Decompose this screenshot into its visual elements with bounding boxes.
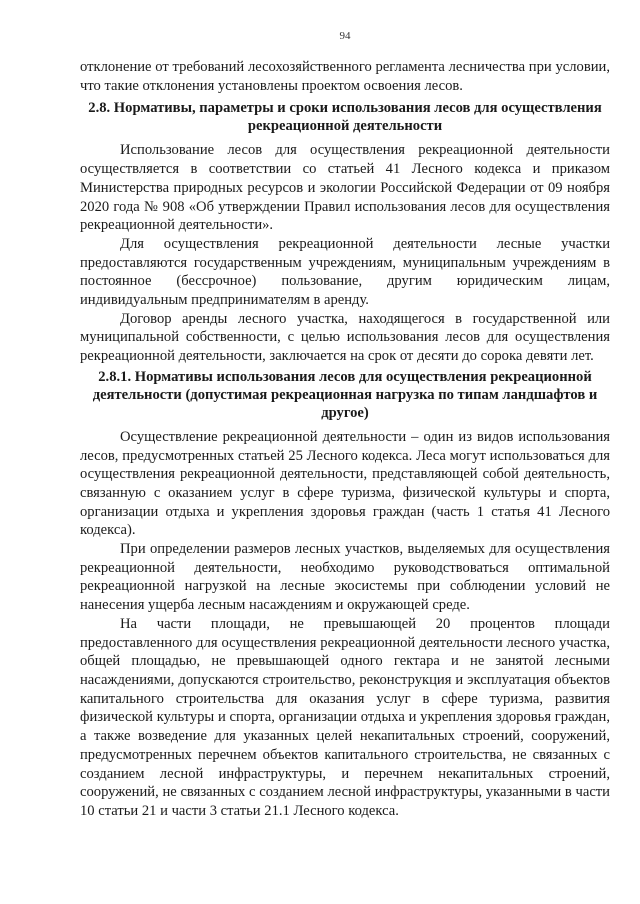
paragraph-continuation: отклонение от требований лесохозяйственного регламента лесничества при условии, что такие отклонения установлены проектом освоения лесов. <box>80 59 610 94</box>
document-page <box>80 30 610 821</box>
paragraph-recreation-basis: Использование лесов для осуществления рекреационной деятельности осуществляется в соответствии со статьей 41 Лесного кодекса и приказом Министерства природных ресурсов и экологии Российской Федерации от 09 ноября 2020 года № 908 «Об утверждении Правил использования лесов для осуществления рекреационной деятельности». <box>80 142 610 234</box>
section-heading-2-8: 2.8. Нормативы, параметры и сроки использования лесов для осуществления рекреационной деятельности <box>88 100 602 135</box>
page-number: 94 <box>339 30 351 42</box>
paragraph-lease-term: Договор аренды лесного участка, находящегося в государственной или муниципальной собственности, с целью использования лесов для осуществления рекреационной деятельности, заключается на срок от десяти до сорока девяти лет. <box>80 310 610 365</box>
paragraph-plot-provision: Для осуществления рекреационной деятельности лесные участки предоставляются государственным учреждениям, муниципальным учреждениям в постоянное (бессрочное) пользование, другим юридическим лицам, индивидуальным предпринимателям в аренду. <box>80 235 610 309</box>
section-heading-2-8-1: 2.8.1. Нормативы использования лесов для осуществления рекреационной деятельности (допустимая рекреационная нагрузка по типам ландшафтов и другое) <box>92 368 598 421</box>
paragraph-construction-allowance: На части площади, не превышающей 20 процентов площади предоставленного для осуществления рекреационной деятельности лесного участка, общей площадью, не превышающей одного гектара и не занятой лесными насаждениями, допускаются строительство, реконструкция и эксплуатация объектов капитального строительства для оказания услуг в сфере туризма, развития физической культуры и спорта, организации отдыха и укрепления здоровья граждан, а также возведение для указанных целей некапитальных строений, сооружений, предусмотренных перечнем объектов капитального строительства, не связанных с созданием лесной инфраструктуры, и перечнем некапитальных строений, сооружений, не связанных с созданием лесной инфраструктуры, указанными в части 10 статьи 21 и части 3 статьи 21.1 Лесного кодекса. <box>80 615 610 819</box>
paragraph-recreation-definition: Осуществление рекреационной деятельности – один из видов использования лесов, предусмотренных статьей 25 Лесного кодекса. Леса могут использоваться для осуществления рекреационной деятельности, представляющей собой деятельность, связанную с оказанием услуг в сфере туризма, физической культуры и спорта, организации отдыха и укрепления здоровья граждан (часть 1 статья 41 Лесного кодекса). <box>80 428 610 539</box>
paragraph-plot-size: При определении размеров лесных участков, выделяемых для осуществления рекреационной деятельности, необходимо руководствоваться оптимальной рекреационной нагрузкой на лесные экосистемы при соблюдении условий не нанесения ущерба лесным насаждениям и окружающей среде. <box>80 541 610 614</box>
